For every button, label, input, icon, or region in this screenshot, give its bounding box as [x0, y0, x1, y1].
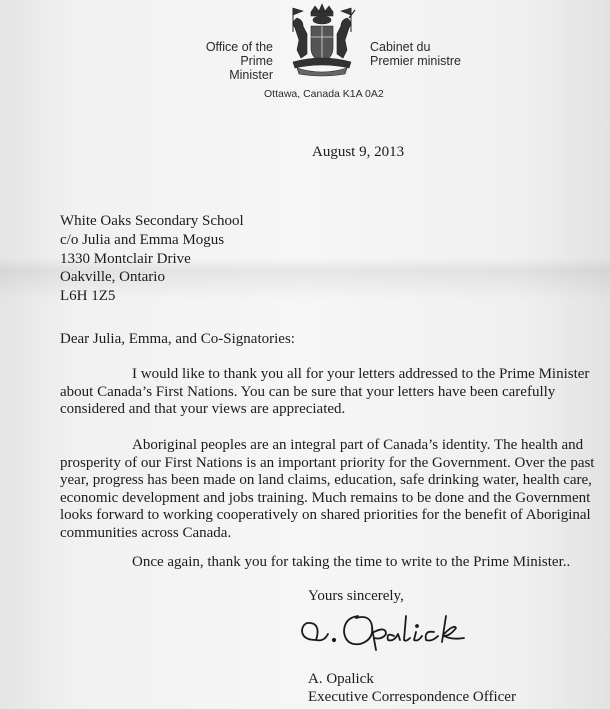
body-paragraph-closing-thanks: Once again, thank you for taking the time to write to the Prime Minister.. [132, 554, 571, 570]
recipient-line-school: White Oaks Secondary School [60, 213, 244, 229]
letterhead-address: Ottawa, Canada K1A 0A2 [264, 88, 384, 100]
office-en-line2: Prime Minister [229, 54, 273, 82]
recipient-line-city: Oakville, Ontario [60, 269, 165, 286]
salutation: Dear Julia, Emma, and Co-Signatories: [60, 331, 295, 347]
handwritten-signature [294, 610, 494, 654]
closing-salutation: Yours sincerely, [308, 588, 404, 604]
recipient-line-postal: L6H 1Z5 [60, 288, 116, 305]
office-en-line1: Office of the [205, 40, 273, 54]
office-fr-line1: Cabinet du [370, 40, 431, 54]
office-fr-line2: Premier ministre [370, 54, 461, 68]
signer-name: A. Opalick [308, 671, 374, 687]
recipient-line-street: 1330 Montclair Drive [60, 250, 191, 267]
letter-date: August 9, 2013 [312, 144, 405, 160]
office-name-english [195, 40, 273, 82]
recipient-line-care-of: c/o Julia and Emma Mogus [60, 231, 225, 248]
signer-title: Executive Correspondence Officer [308, 689, 516, 705]
canadian-coat-of-arms-icon [283, 2, 361, 78]
body-paragraph-priorities: Aboriginal peoples are an integral part of Canada’s identity. The health and prosperity of our First Nations is an important priority for the Government. Over the past year, progress has been made on land claims, education, safe drinking water, health care, economic development and jobs training. Much remains to be done and the Government looks forward to working cooperatively on shared priorities for the benefit of Aboriginal communities across Canada. [60, 437, 595, 541]
office-name-french [370, 40, 461, 68]
body-paragraph-thanks: I would like to thank you all for your letters addressed to the Prime Minister about Canada’s First Nations. You can be sure that your letters have been carefully considered and that your views are appreciated. [60, 366, 590, 418]
recipient-address [60, 212, 244, 306]
